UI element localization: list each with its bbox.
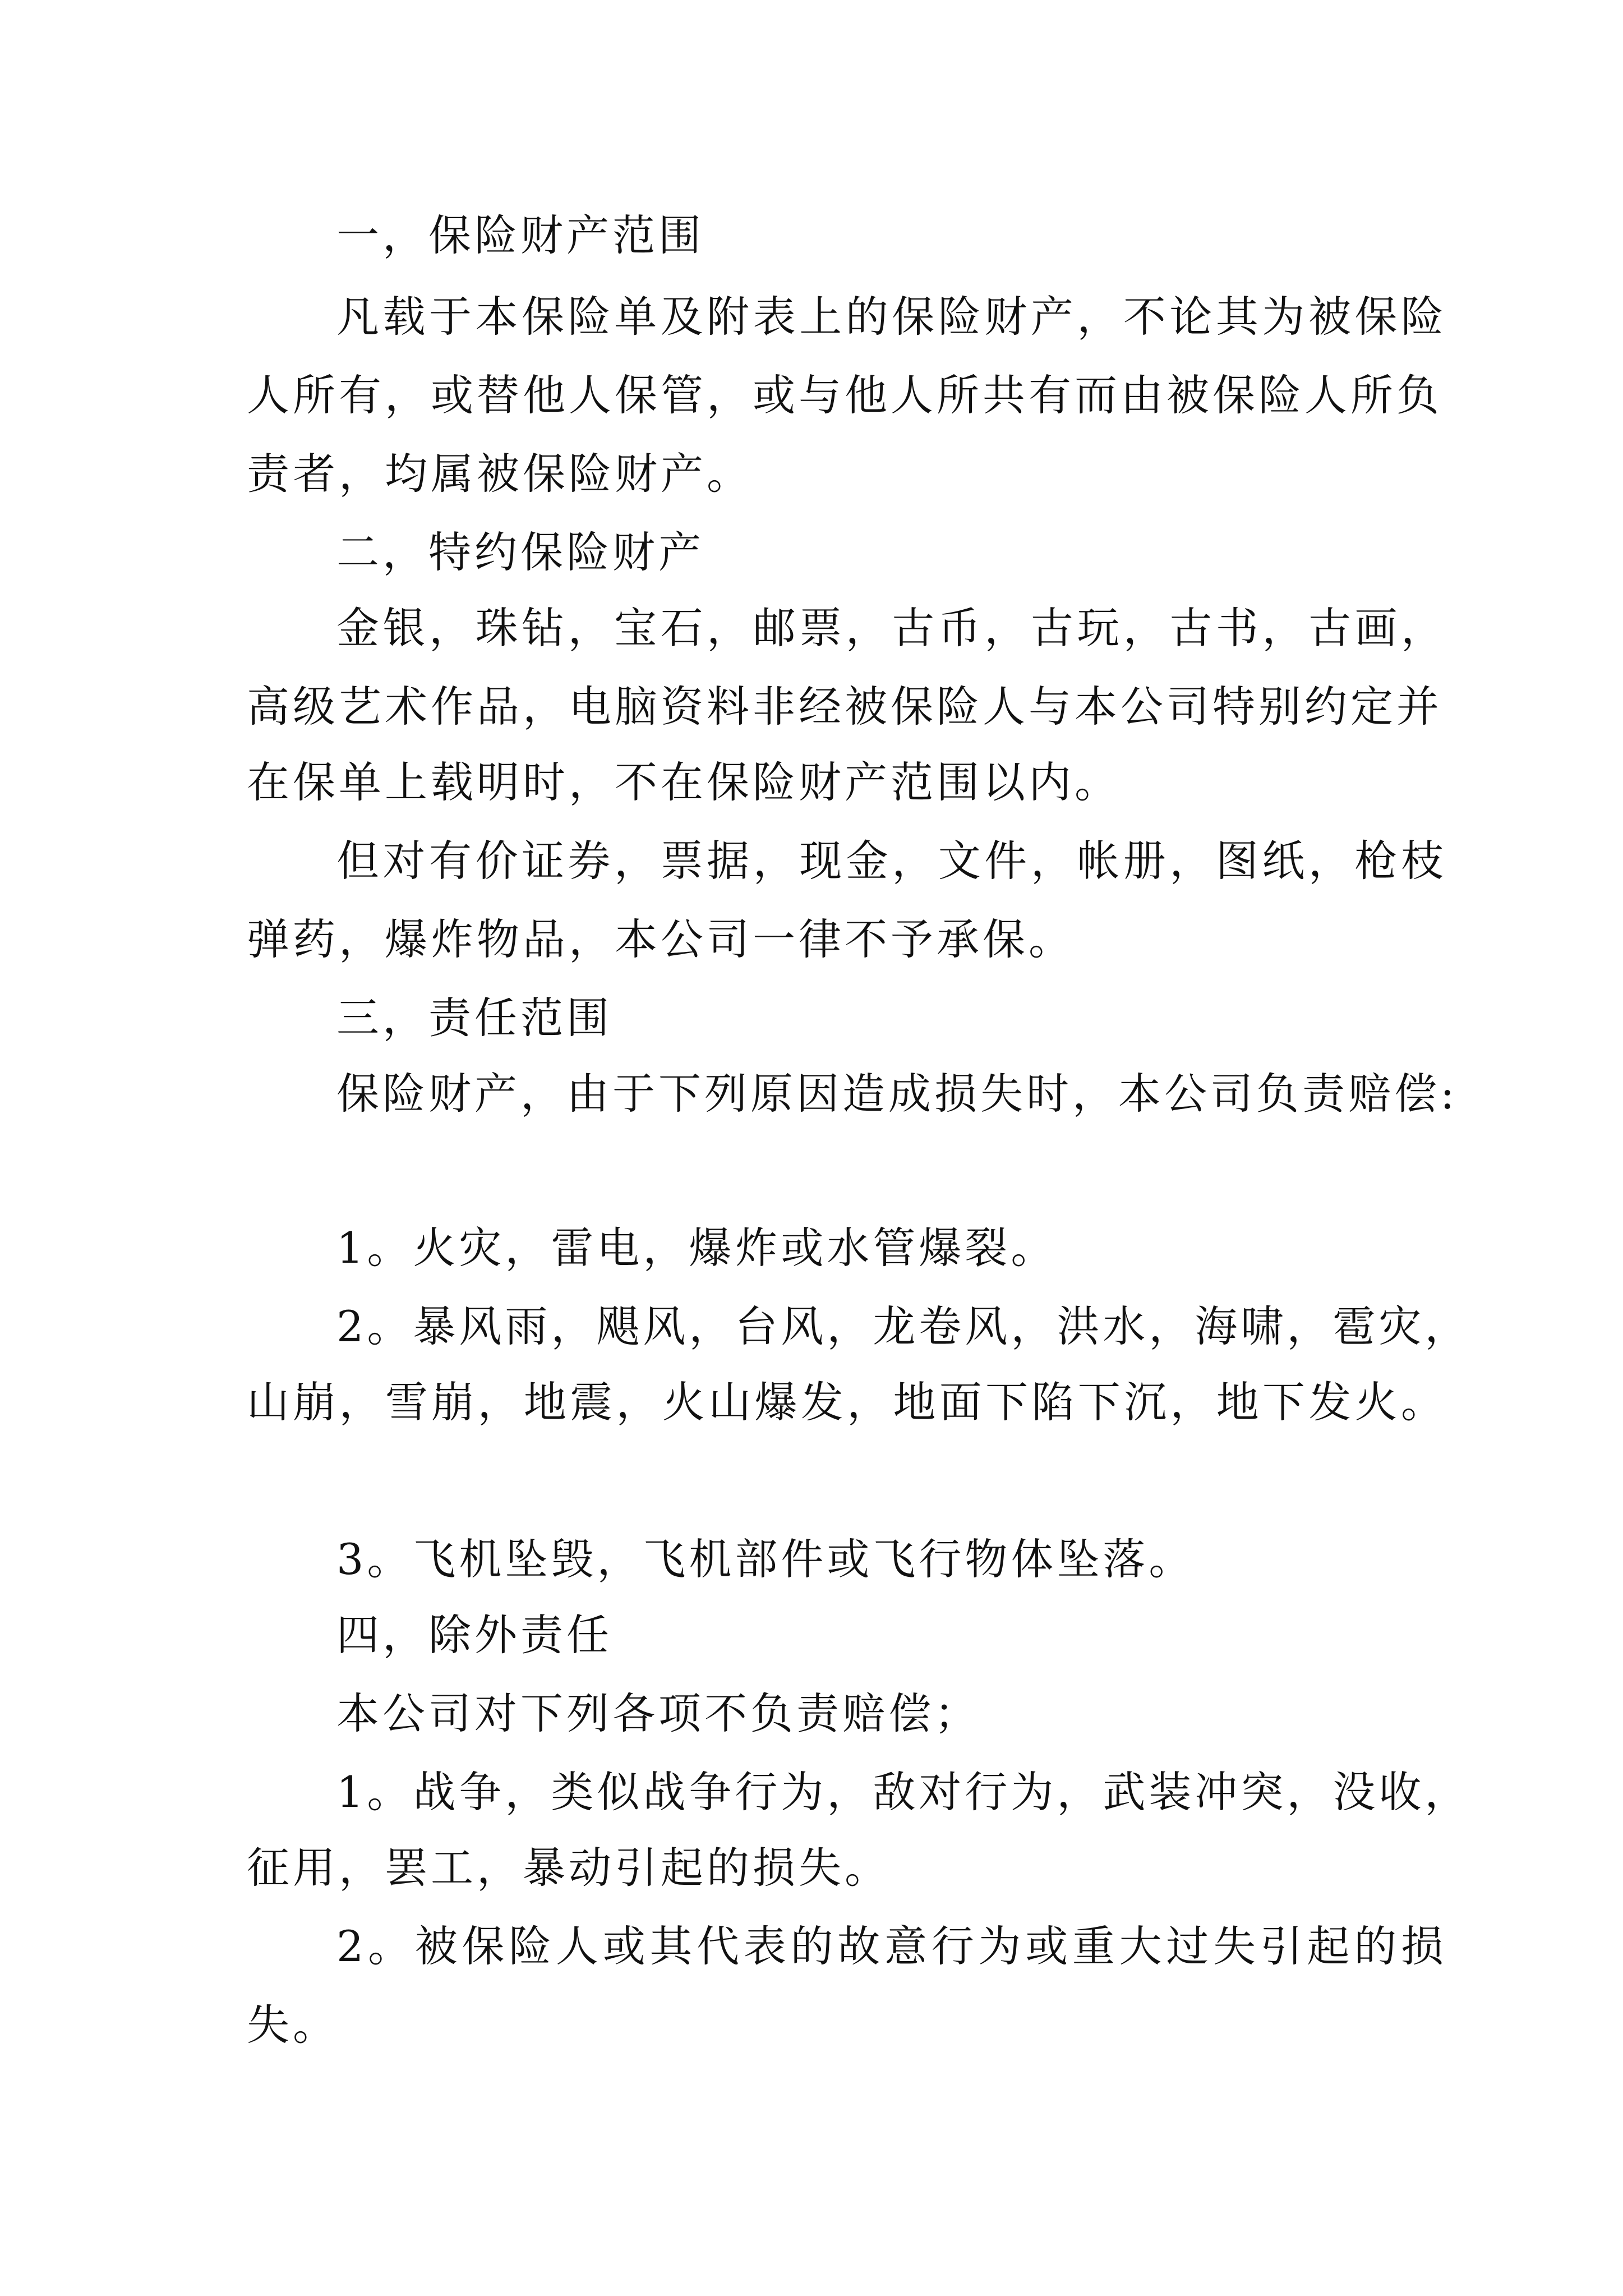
paragraph-line: 凡载于本保险单及附表上的保险财产，不论其为被保险 [336, 292, 1447, 342]
list-item: 3。飞机坠毁，飞机部件或飞行物体坠落。 [336, 1534, 1195, 1584]
paragraph-line: 但对有价证券，票据，现金，文件，帐册，图纸，枪枝 [336, 836, 1447, 886]
paragraph-line: 本公司对下列各项不负责赔偿； [336, 1688, 980, 1738]
paragraph-line: 弹药，爆炸物品，本公司一律不予承保。 [247, 914, 1075, 964]
list-item: 2。暴风雨，飓风，台风，龙卷风，洪水，海啸，雹灾， [336, 1301, 1471, 1351]
list-item: 1。火灾，雷电，爆炸或水管爆裂。 [336, 1223, 1057, 1273]
list-item: 2。被保险人或其代表的故意行为或重大过失引起的损 [336, 1921, 1447, 1971]
paragraph-line: 高级艺术作品，电脑资料非经被保险人与本公司特别约定并 [247, 682, 1442, 731]
list-item-continuation: 征用，罢工，暴动引起的损失。 [247, 1843, 891, 1893]
list-item-continuation: 山崩，雪崩，地震，火山爆发，地面下陷下沉，地下发火。 [247, 1377, 1447, 1427]
section-heading-2: 二，特约保险财产 [336, 527, 704, 577]
list-item: 1。战争，类似战争行为，敌对行为，武装冲突，没收， [336, 1767, 1471, 1817]
section-heading-4: 四，除外责任 [336, 1610, 612, 1660]
paragraph-line: 在保单上载明时，不在保险财产范围以内。 [247, 757, 1121, 807]
section-heading-3: 三，责任范围 [336, 993, 612, 1043]
paragraph-line: 人所有，或替他人保管，或与他人所共有而由被保险人所负 [247, 370, 1442, 420]
paragraph-line: 保险财产，由于下列原因造成损失时，本公司负责赔偿: [336, 1069, 1458, 1119]
list-item-continuation: 失。 [247, 2000, 339, 2050]
paragraph-line: 金银，珠钻，宝石，邮票，古币，古玩，古书，古画， [336, 603, 1447, 653]
paragraph-line: 责者，均属被保险财产。 [247, 449, 753, 499]
section-heading-1: 一，保险财产范围 [336, 210, 704, 260]
